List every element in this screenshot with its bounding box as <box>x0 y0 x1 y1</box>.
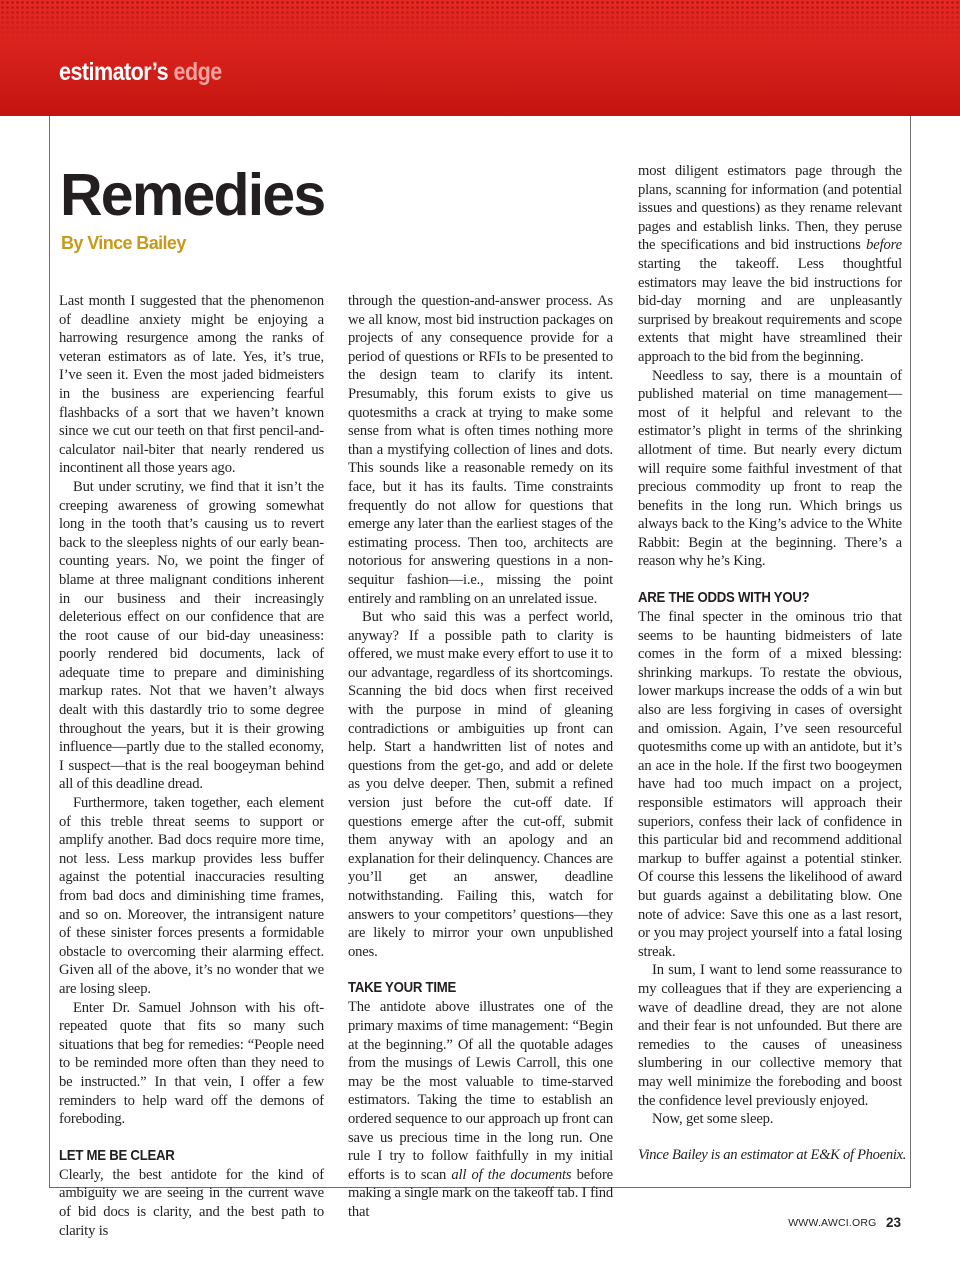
paragraph <box>638 162 902 367</box>
paragraph: The final specter in the ominous trio that seems to be haunting bidmeisters of late comes in the form of a mixed blessing: shrinking markups. To restate the obvious, lower markups increase the odds of a win but also are less forgiving in cases of oversight and omission. Again, I’ve seen resourceful quotesmiths come up with an antidote, but it’s an ace in the hole. If the first two boogeymen have had too much impact on a project, responsible estimators will approach their superiors, confess their lack of confidence in this particular bid and recommend additional markup to buffer against a potential stinker. Of course this lessens the likelihood of award but guards against a debilitating blow. One note of advice: Save this one as a last resort, or you may project yourself into a fatal losing streak. <box>638 609 902 960</box>
paragraph: through the question-and-answer process. As we all know, most bid instruction packages on projects of any consequence provide for a period of questions or RFIs to be presented to the design team to clarify its intent. Presumably, this forum exists to give us quotesmiths a crack at trying to make some sense from what is often times nothing more than a mystifying collection of lines and dots. This sounds like a reasonable remedy on its face, but it has its faults. Time constraints frequently do not allow for questions that emerge any later than the earliest stages of the estimating process. Then too, architects are notorious for answering questions in a non-sequitur fashion—i.e., missing the point entirely and rambling on an unrelated issue. <box>348 293 613 607</box>
emphasis-text: before <box>866 237 902 254</box>
paragraph: But who said this was a perfect world, anyway? If a possible path to clarity is offered, we must make every effort to use it to our advantage, regardless of its shortcomings. Scanning the bid docs when first received with the purpose in mind of gleaning contradictions or ambiguities up front can help. Start a handwritten list of notes and questions from the get-go, and add or delete as you delve deeper. Then, submit a refined version just before the cut-off date. If questions emerge after the cut-off, submit them anyway with an apology and an explanation for their delinquency. Chances are you’ll get an answer, deadline notwithstanding. Failing this, watch for answers to your competitors’ questions—they are likely to mirror your own unpublished ones. <box>348 609 613 960</box>
paragraph: Clearly, the best antidote for the kind of ambiguity we are seeing in the current wave of bid docs is clarity, and the best path to clarity is <box>59 1166 324 1239</box>
paragraph: Furthermore, taken together, each element of this treble threat seems to support or amplify another. Bad docs require more time, not less. Less markup provides less buffer against the potential inaccuracies resulting from bad docs and diminishing time frames, and so on. Moreover, the intransigent nature of these sinister forces presents a formidable obstacle to overcoming their alarming effect. Given all of the above, it’s no wonder that we are losing sleep. <box>59 795 324 997</box>
article-byline: By Vince Bailey <box>61 233 186 253</box>
page-number: 23 <box>885 1215 901 1230</box>
paragraph: In sum, I want to lend some reassurance to my colleagues that if they are experiencing a wave of deadline dread, they are not alone and their fear is not unfounded. But there are remedies to the causes of uneasiness slumbering in our collective memory that may well minimize the foreboding and boost the confidence level previously enjoyed. <box>638 962 902 1109</box>
section-label-word-1: estimator’s <box>59 58 169 86</box>
text-column-1 <box>59 292 324 1240</box>
article-title: Remedies <box>60 162 325 228</box>
paragraph <box>348 998 613 1221</box>
paragraph: But under scrutiny, we find that it isn’t the creeping awareness of growing somewhat long in the tooth that’s causing us to revert back to the sleepless nights of our early bean-counting years. No, we point the finger of blame at three malignant conditions inherent in our business and their increasingly deleterious effect on our confidence that are the root cause of our bid-day uneasiness: poorly rendered bid documents, lack of adequate time to prepare and diminishing markup rates. Not that we haven’t always dealt with this dastardly trio to some degree throughout the years, but it is their growing influence—partly due to the stalled economy, I suspect—that is the real boogeyman behind all of this deadline dread. <box>59 478 324 793</box>
paragraph: Last month I suggested that the phenomenon of deadline anxiety might be enjoying a harrowing resurgence among the ranks of veteran estimators as of late. Yes, it’s true, I’ve seen it. Even the most jaded bidmeisters in the business are experiencing fearful flashbacks of a sort that we haven’t known since we cut our teeth on that first pencil-and-calculator nail-biter that nearly rendered us incontinent all those years ago. <box>59 293 324 477</box>
subhead-let-me-be-clear: LET ME BE CLEAR <box>59 1146 175 1164</box>
subhead-are-the-odds-with-you: ARE THE ODDS WITH YOU? <box>638 589 810 607</box>
paragraph-text: The antidote above illustrates one of the primary maxims of time management: “Begin at the beginning.” Of all the quotable adages from the musings of Lewis Carroll, this one may be the most valuable to time-starved estimators. Taking the time to establish an ordered sequence to our approach up front can save us precious time in the long run. One rule I try to follow faithfully in my initial efforts is to scan <box>348 999 613 1183</box>
paragraph-text: before making a single mark on the takeoff tab. I find that <box>348 1166 613 1220</box>
page-footer <box>788 1214 901 1232</box>
author-bio: Vince Bailey is an estimator at E&K of Phoenix. <box>638 1146 907 1163</box>
footer-url: WWW.AWCI.ORG <box>788 1217 877 1229</box>
paragraph-text: most diligent estimators page through the plans, scanning for information (and potential issues and questions) as they rename relevant pages and establish links. Then, they peruse the specifications and bid instructions <box>638 163 902 254</box>
section-label <box>59 58 222 87</box>
paragraph: Needless to say, there is a mountain of published material on time management—most of it helpful and relevant to the estimator’s plight in terms of the shrinking allotment of time. But nearly every dictum will require some faithful investment of that precious commodity up front to reap the benefits in the long run. Which brings us always back to the King’s advice to the White Rabbit: Begin at the beginning. There’s a reason why he’s King. <box>638 367 902 570</box>
paragraph: Enter Dr. Samuel Johnson with his oft-repeated quote that fits so many such situations that beg for remedies: “People need to be reminded more often than they need to be instructed.” In that vein, I offer a few reminders to help ward off the demons of foreboding. <box>59 999 324 1128</box>
text-column-3 <box>638 162 907 1164</box>
paragraph: Now, get some sleep. <box>652 1111 774 1128</box>
subhead-take-your-time: TAKE YOUR TIME <box>348 979 457 997</box>
emphasis-text: all of the documents <box>451 1166 572 1183</box>
paragraph-text: starting the takeoff. Less thoughtful estimators may leave the bid instructions for bid-day morning and are unpleasantly surprised by breakout requirements and scope extents that might have streamlined their approach to the bid from the beginning. <box>638 255 902 365</box>
section-label-word-2: edge <box>173 58 222 86</box>
halftone-pattern <box>0 0 960 40</box>
text-column-2 <box>348 292 613 1222</box>
header-band <box>0 0 960 116</box>
